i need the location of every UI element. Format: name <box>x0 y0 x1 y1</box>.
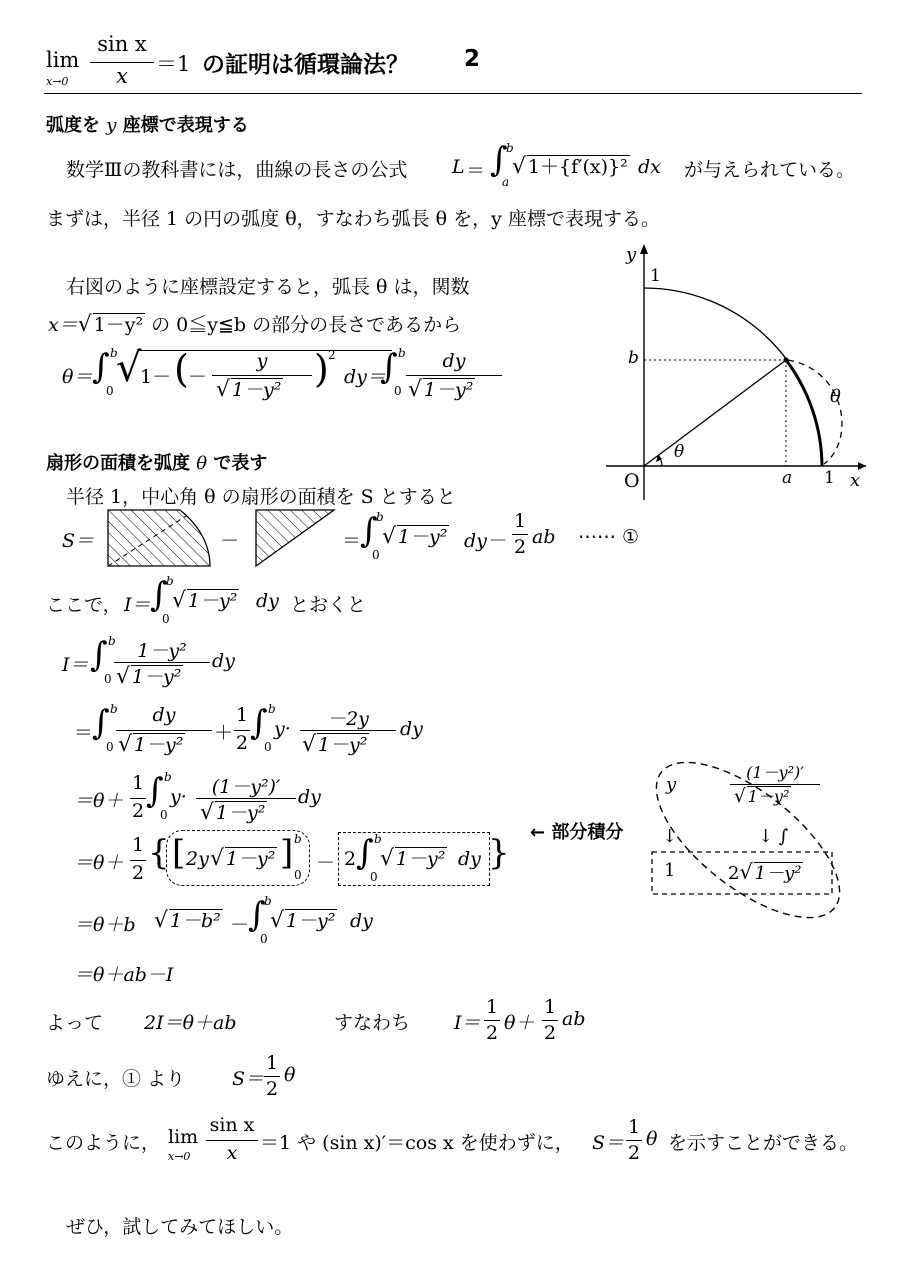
formula-L: L <box>452 156 465 178</box>
line2-plus: ＋ <box>214 722 234 744</box>
l1-half2-den: 2 <box>543 1022 557 1044</box>
line2b-lower: 0 <box>264 740 272 754</box>
quarter-circle-figure <box>596 240 876 500</box>
l3-pre: このように， <box>46 1132 161 1154</box>
s-rhs-half-num: 1 <box>513 510 527 532</box>
line5-start: ＝θ＋b <box>74 914 136 936</box>
line4-box2-2: 2 <box>344 848 357 870</box>
s-rhs-circled: ⋯⋯ ① <box>578 526 640 548</box>
eq-lower: 0 <box>106 384 114 398</box>
define-I: ここで， I＝ ∫ b 0 √ 1－y² dy とおくと <box>46 574 367 626</box>
line4-box2-sqrt: 1－y² <box>395 848 446 870</box>
line4-box1-2y: 2y <box>186 848 209 870</box>
l3-theta: θ <box>646 1128 658 1150</box>
line1-dy: dy <box>212 650 235 672</box>
l1-theta: θ＋ <box>504 1012 535 1034</box>
section1-heading <box>46 111 249 137</box>
eq-one-minus: 1－ <box>140 366 172 388</box>
deriv-line1: I＝ ∫ b 0 1－y² √ 1－y² dy <box>62 634 235 689</box>
title-eq: ＝1 <box>156 52 191 76</box>
line2-num: dy <box>152 704 176 726</box>
section1-p3-line1: 右図のように座標設定すると，弧長 θ は，関数 <box>66 276 470 298</box>
line4-box1-upper: b <box>294 832 302 846</box>
line4-start: ＝θ＋ <box>74 852 124 874</box>
y-axis-arrow <box>640 244 648 254</box>
line2-lower: 0 <box>106 740 114 754</box>
conclusion-line2 <box>46 1054 366 1100</box>
fig1-one-right: 1 <box>824 468 835 488</box>
line4-half-num: 1 <box>131 834 145 856</box>
formula-lower: a <box>502 175 510 189</box>
deriv-line5: ＝θ＋b √ 1－b² － ∫ b 0 √ 1－y² dy <box>74 894 373 946</box>
triangle-hatched-figure <box>254 508 338 568</box>
fig1-a: a <box>782 468 793 488</box>
parts-frac-den-sqrt: 1－y² <box>747 787 790 806</box>
l1-pre: よって <box>46 1012 104 1034</box>
define-I-lower: 0 <box>162 612 170 626</box>
parts-frac-bar <box>730 784 820 785</box>
l2-S: S＝ <box>232 1068 265 1090</box>
eq-rhs-num: dy <box>442 350 466 372</box>
line3-half-num: 1 <box>131 772 145 794</box>
l3-half-den: 2 <box>627 1142 641 1164</box>
section1-p3-line2: x＝√ 1－y² の 0≦y≦b の部分の長さであるから <box>48 312 462 337</box>
section2-heading <box>46 449 267 475</box>
deriv-line4: ＝θ＋ 1 2 { [ 2y √ 1－y² ] b 0 － 2 ∫ b 0 √ 1－y² dy } <box>74 832 510 884</box>
line4-box2-dy: dy <box>458 848 481 870</box>
line4-minus: － <box>316 852 336 874</box>
conclusion-line4: ぜひ，試してみてほしい。 <box>66 1216 294 1238</box>
quarter-arc <box>644 288 822 466</box>
line1-num: 1－y² <box>137 640 187 662</box>
s-rhs: ＝ ∫ b 0 √ 1－y² dy－ 1 2 ab ⋯⋯ ① <box>342 510 640 562</box>
l3-lim: lim <box>168 1126 199 1148</box>
s-rhs-ab: ab <box>532 526 556 548</box>
l2-theta: θ <box>284 1064 296 1086</box>
eq-upper: b <box>110 346 118 360</box>
section1-p2: まずは，半径 1 の円の弧度 θ，すなわち弧長 θ を，y 座標で表現する。 <box>46 208 660 230</box>
x-axis-arrow <box>858 462 866 470</box>
define-I-dy: dy <box>256 590 279 612</box>
line2-upper: b <box>110 702 118 716</box>
line1-den: 1－y² <box>131 666 182 688</box>
p3-sqrt: 1－y² <box>93 314 144 336</box>
line4-box1-lower: 0 <box>294 868 302 882</box>
line3-num: (1－y²)′ <box>211 776 281 798</box>
title-number: 2 <box>464 46 481 72</box>
line2b-upper: b <box>268 702 276 716</box>
eq-inner-den: 1－y² <box>231 379 282 401</box>
s-rhs-half-den: 2 <box>513 536 527 558</box>
l2-half-den: 2 <box>265 1078 279 1100</box>
line5-dy: dy <box>350 910 373 932</box>
line3-upper: b <box>164 770 172 784</box>
l1-half-num: 1 <box>485 996 499 1018</box>
section2-heading-post: で表す <box>213 453 268 474</box>
title-frac-bar <box>90 62 154 63</box>
title-text: の証明は循環論法？ <box>202 52 409 78</box>
section2-heading-var: θ <box>196 453 208 474</box>
deriv-line2: ＝ ∫ b 0 dy √ 1－y² ＋ 1 2 ∫ b 0 y· －2y √ 1－y² dy <box>74 702 423 757</box>
line3-den: 1－y² <box>215 802 266 824</box>
title-frac-num: sin x <box>97 32 147 56</box>
fig1-origin: O <box>624 470 640 492</box>
line4-box1-sqrt: 1－y² <box>225 848 276 870</box>
sector-shape <box>108 510 210 566</box>
line1-upper: b <box>108 634 116 648</box>
line3-dy: dy <box>298 786 321 808</box>
eq2-upper: b <box>398 346 406 360</box>
line3-start: ＝θ＋ <box>74 790 124 812</box>
l3-lim-sub: x→0 <box>168 1150 191 1163</box>
p3-x-eq: x＝ <box>48 314 78 336</box>
s-rhs-dy: dy－ <box>464 530 506 552</box>
conclusion-line1 <box>46 998 666 1044</box>
deriv-line6: ＝θ＋ab－I <box>74 964 174 986</box>
l1-ab: ab <box>562 1008 586 1030</box>
line5-upper: b <box>264 894 272 908</box>
fig1-theta-arc: θ <box>830 386 841 407</box>
fig1-y-label: y <box>626 244 637 265</box>
integral-sign: ∫ <box>490 140 508 180</box>
define-I-pre: ここで， <box>46 594 122 616</box>
parts-one: 1 <box>664 860 676 881</box>
line2-y: y· <box>274 718 291 740</box>
line3-y: y· <box>170 786 187 808</box>
line2-num2: －2y <box>327 708 369 730</box>
line2-den: 1－y² <box>133 734 184 756</box>
l3-mid: ＝1 や (sin x)′＝cos x を使わずに， <box>260 1132 574 1154</box>
section1-heading-var: y <box>106 115 117 136</box>
fig1-one-top: 1 <box>650 266 661 286</box>
parts-two: 2 <box>728 863 740 884</box>
parts-frac-den: √ 1－y² <box>734 786 790 807</box>
line2-half-den: 2 <box>235 732 249 754</box>
integration-by-parts-label: ← 部分積分 <box>530 822 624 843</box>
sector-hatched-figure <box>106 508 214 568</box>
line2-dy: dy <box>400 718 423 740</box>
section1-heading-post: 座標で表現する <box>122 115 249 136</box>
eq2-lower: 0 <box>394 384 402 398</box>
define-I-upper: b <box>166 574 174 588</box>
section1-p1-pre: 数学Ⅲの教科書には，曲線の長さの公式 <box>66 159 408 181</box>
conclusion-line3 <box>46 1116 876 1168</box>
s-rhs-upper: b <box>376 510 384 524</box>
parts-sqrt: 1－y² <box>754 863 802 884</box>
line1-lower: 0 <box>104 672 112 686</box>
l2-pre: ゆえに，① より <box>46 1068 186 1090</box>
l1-mid: すなわち <box>334 1012 411 1034</box>
line2-den2: 1－y² <box>317 734 368 756</box>
l1-I: I＝ <box>454 1012 481 1034</box>
theta-equation: θ＝ ∫ b 0 √ 1－ ( － y √ 1－y² ) 2 dy＝ ∫ b 0 dy √ 1－y² <box>62 348 502 408</box>
parts-frac-num: (1－y²)′ <box>746 763 804 782</box>
s-rhs-sqrt: 1－y² <box>397 526 448 548</box>
section2-heading-pre: 扇形の面積を弧度 <box>46 453 190 474</box>
l3-num: sin x <box>209 1114 255 1136</box>
line2-half-num: 1 <box>235 704 249 726</box>
section1-p1-post: が与えられている。 <box>684 159 856 181</box>
s-eq: S＝ <box>62 530 95 552</box>
title-frac-den: x <box>116 64 128 88</box>
eq-big-sqrt: √ <box>116 345 142 391</box>
l2-half-num: 1 <box>265 1052 279 1074</box>
title-lim: lim <box>46 48 80 72</box>
s-rhs-lower: 0 <box>372 548 380 562</box>
fig1-theta-angle: θ <box>674 442 685 462</box>
l3-post: を示すことができる。 <box>668 1132 859 1154</box>
section1-heading-pre: 弧度を <box>46 115 100 136</box>
line3-half-den: 2 <box>131 800 145 822</box>
l1-eq: 2I＝θ＋ab <box>144 1012 237 1034</box>
arc-theta-thick <box>786 360 822 466</box>
section2-p1: 半径 1，中心角 θ の扇形の面積を S とすると <box>66 486 456 508</box>
p3-post: の 0≦y≦b の部分の長さであるから <box>151 314 462 336</box>
line5-lower: 0 <box>260 932 268 946</box>
parts-arrow1: ↓ <box>662 826 678 847</box>
define-I-sqrt: 1－y² <box>187 590 238 612</box>
title-lim-sub: x→0 <box>46 75 69 88</box>
line2-eq: ＝ <box>74 722 94 744</box>
define-I-post: とおくと <box>290 594 367 616</box>
line5-sqrt2: 1－y² <box>285 910 336 932</box>
line4-box2-upper: b <box>374 832 382 846</box>
parts-two-sqrt: 2√ 1－y² <box>728 860 802 884</box>
triangle-shape <box>256 510 334 566</box>
line4-box2-lower: 0 <box>370 870 378 884</box>
formula-upper: b <box>506 141 514 155</box>
formula-sqrt: 1＋{f′(x)}² <box>527 156 628 178</box>
line4-half-den: 2 <box>131 862 145 884</box>
eq-inner-num: y <box>256 350 268 372</box>
eq-dy: dy＝ <box>344 366 386 388</box>
l3-den: x <box>226 1142 238 1164</box>
line5-sqrt: 1－b² <box>169 910 221 932</box>
parts-arrow2: ↓ ∫ <box>758 826 789 847</box>
title-rule <box>44 93 862 94</box>
formula-dx: dx <box>638 156 661 178</box>
fig1-x-label: x <box>850 470 861 491</box>
fig1-b: b <box>628 348 639 368</box>
parts-y: y <box>666 774 677 795</box>
l3-S: S＝ <box>592 1132 625 1154</box>
l3-half-num: 1 <box>627 1116 641 1138</box>
l1-half-den: 2 <box>485 1022 499 1044</box>
define-I-lhs: I＝ <box>124 594 151 616</box>
deriv-line3: ＝θ＋ 1 2 ∫ b 0 y· (1－y²)′ √ 1－y² dy <box>74 770 321 825</box>
eq-theta: θ＝ <box>62 366 93 388</box>
l1-half2-num: 1 <box>543 996 557 1018</box>
eq-rhs-den: 1－y² <box>423 379 474 401</box>
line5-minus: － <box>230 914 250 936</box>
line3-lower: 0 <box>160 808 168 822</box>
line1-I: I＝ <box>62 654 89 676</box>
s-rhs-eq: ＝ <box>342 530 362 552</box>
radius-line <box>644 360 786 466</box>
s-minus: － <box>220 530 240 552</box>
